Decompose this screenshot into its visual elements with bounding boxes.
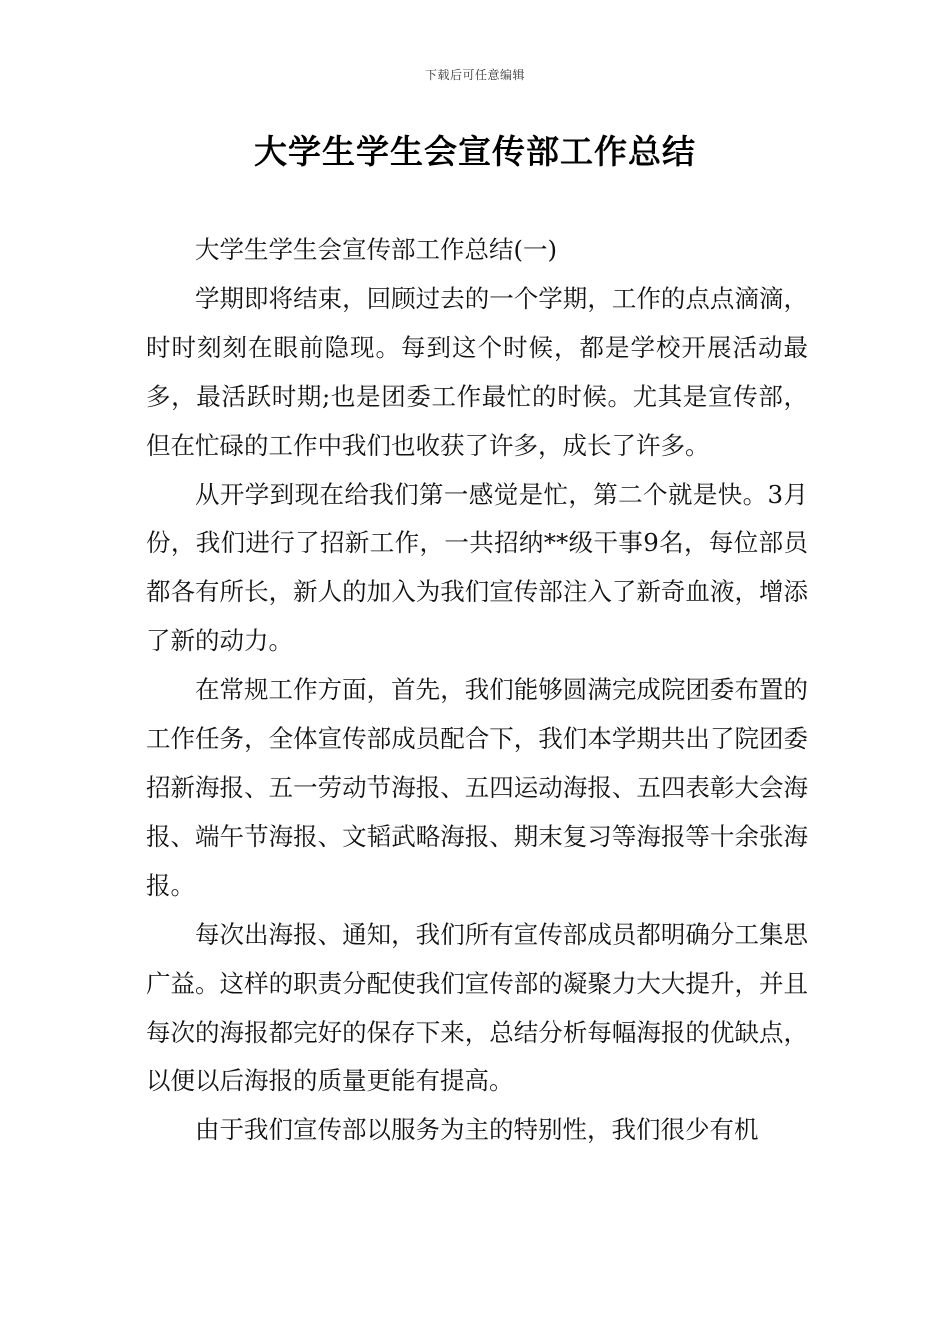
paragraph: 每次出海报、通知，我们所有宣传部成员都明确分工集思广益。这样的职责分配使我们宣传部的凝聚力大大提升，并且每次的海报都完好的保存下来，总结分析每幅海报的优缺点，以便以后海报的质量更能有提高。 <box>146 919 808 1096</box>
document-body <box>146 226 808 1155</box>
section-heading: 大学生学生会宣传部工作总结(一) <box>195 235 558 264</box>
header-note: 下载后可任意编辑 <box>424 68 525 82</box>
paragraph: 从开学到现在给我们第一感觉是忙，第二个就是快。3月份，我们进行了招新工作，一共招纳**级干事9名，每位部员都各有所长，新人的加入为我们宣传部注入了新奇血液，增添了新的动力。 <box>146 479 808 656</box>
paragraph: 由于我们宣传部以服务为主的特别性，我们很少有机 <box>195 1115 759 1145</box>
paragraph: 学期即将结束，回顾过去的一个学期，工作的点点滴滴，时时刻刻在眼前隐现。每到这个时候，都是学校开展活动最多，最活跃时期;也是团委工作最忙的时候。尤其是宣传部，但在忙碌的工作中我们也收获了许多，成长了许多。 <box>146 283 808 460</box>
paragraph: 在常规工作方面，首先，我们能够圆满完成院团委布置的工作任务，全体宣传部成员配合下，我们本学期共出了院团委招新海报、五一劳动节海报、五四运动海报、五四表彰大会海报、端午节海报、文韬武略海报、期末复习等海报等十余张海报。 <box>146 675 808 900</box>
document-title: 大学生学生会宣传部工作总结 <box>254 132 696 171</box>
